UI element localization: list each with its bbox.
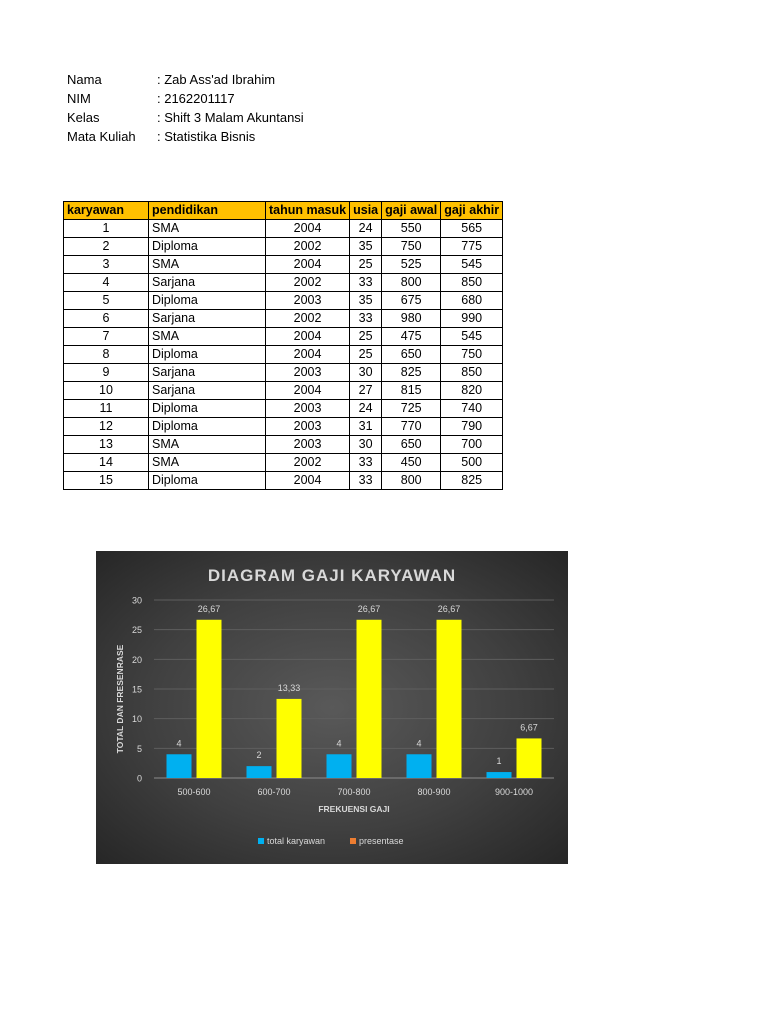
legend-swatch [258, 838, 264, 844]
table-cell: 650 [382, 346, 441, 364]
table-cell: 8 [64, 346, 149, 364]
bar-total-karyawan [327, 754, 352, 778]
table-cell: 10 [64, 382, 149, 400]
table-cell: 11 [64, 400, 149, 418]
bar-total-karyawan [487, 772, 512, 778]
table-cell: 565 [441, 220, 503, 238]
table-cell: SMA [149, 436, 266, 454]
table-cell: 525 [382, 256, 441, 274]
table-row [64, 292, 503, 310]
table-cell: 24 [350, 400, 382, 418]
chart-svg [96, 551, 568, 864]
table-cell: 7 [64, 328, 149, 346]
table-cell: 450 [382, 454, 441, 472]
column-header: tahun masuk [266, 202, 350, 220]
data-label: 2 [256, 750, 262, 761]
info-value: : Zab Ass'ad Ibrahim [157, 72, 276, 87]
info-label: Kelas [67, 110, 100, 125]
salary-chart [96, 551, 568, 864]
table-row [64, 436, 503, 454]
data-label: 1 [496, 756, 502, 767]
table-cell: 33 [350, 310, 382, 328]
column-header: karyawan [64, 202, 149, 220]
info-value: : 2162201117 [157, 91, 235, 106]
table-cell: 775 [441, 238, 503, 256]
table-cell: 815 [382, 382, 441, 400]
x-tick-label: 600-700 [257, 787, 291, 797]
table-cell: Sarjana [149, 382, 266, 400]
table-cell: SMA [149, 256, 266, 274]
table-cell: 2004 [266, 346, 350, 364]
legend-label: total karyawan [267, 836, 326, 846]
y-tick-label: 5 [136, 743, 142, 754]
column-header: usia [350, 202, 382, 220]
table-cell: 25 [350, 256, 382, 274]
bar-presentase [517, 738, 542, 778]
table-cell: Sarjana [149, 274, 266, 292]
table-cell: Diploma [149, 472, 266, 490]
y-tick-label: 10 [131, 714, 142, 725]
table-row [64, 220, 503, 238]
table-cell: 25 [350, 328, 382, 346]
table-cell: SMA [149, 220, 266, 238]
y-axis-title: TOTAL DAN FRESENRASE [115, 644, 125, 754]
table-cell: Diploma [149, 400, 266, 418]
table-cell: 475 [382, 328, 441, 346]
table-cell: 850 [441, 274, 503, 292]
table-cell: 2003 [266, 364, 350, 382]
table-cell: 33 [350, 274, 382, 292]
table-row [64, 328, 503, 346]
table-cell: 820 [441, 382, 503, 400]
table-row [64, 472, 503, 490]
chart-title: DIAGRAM GAJI KARYAWAN [207, 566, 457, 585]
data-label: 26,67 [437, 603, 461, 614]
table-cell: 2003 [266, 418, 350, 436]
table-cell: 30 [350, 364, 382, 382]
table-cell: 2002 [266, 238, 350, 256]
data-label: 4 [176, 738, 182, 749]
table-cell: SMA [149, 454, 266, 472]
table-cell: 825 [441, 472, 503, 490]
table-cell: 800 [382, 274, 441, 292]
table-cell: 545 [441, 328, 503, 346]
table-cell: 33 [350, 472, 382, 490]
table-cell: 650 [382, 436, 441, 454]
table-cell: Diploma [149, 238, 266, 256]
table-cell: 2004 [266, 382, 350, 400]
table-cell: 680 [441, 292, 503, 310]
table-cell: 12 [64, 418, 149, 436]
column-header: gaji akhir [441, 202, 503, 220]
table-cell: SMA [149, 328, 266, 346]
info-label: Nama [67, 72, 102, 87]
table-cell: 9 [64, 364, 149, 382]
info-label: NIM [67, 91, 91, 106]
table-cell: 550 [382, 220, 441, 238]
table-cell: 545 [441, 256, 503, 274]
table-cell: 800 [382, 472, 441, 490]
table-row [64, 418, 503, 436]
table-cell: Sarjana [149, 364, 266, 382]
table-cell: 750 [382, 238, 441, 256]
table-row [64, 274, 503, 292]
table-row [64, 400, 503, 418]
data-label: 6,67 [520, 722, 538, 733]
table-cell: 740 [441, 400, 503, 418]
table-row [64, 454, 503, 472]
x-tick-label: 500-600 [177, 787, 211, 797]
data-label: 13,33 [277, 682, 301, 693]
x-tick-label: 700-800 [337, 787, 371, 797]
table-cell: 3 [64, 256, 149, 274]
table-cell: 700 [441, 436, 503, 454]
data-label: 26,67 [197, 603, 221, 614]
table-cell: 2002 [266, 454, 350, 472]
table-cell: 990 [441, 310, 503, 328]
table-cell: 35 [350, 238, 382, 256]
x-tick-label: 800-900 [417, 787, 451, 797]
bar-presentase [197, 620, 222, 778]
table-header-row [64, 202, 503, 220]
bar-presentase [357, 620, 382, 778]
data-label: 4 [416, 738, 422, 749]
table-cell: 980 [382, 310, 441, 328]
table-cell: 2004 [266, 328, 350, 346]
y-tick-label: 25 [131, 625, 142, 636]
table-row [64, 310, 503, 328]
bar-total-karyawan [407, 754, 432, 778]
table-cell: Diploma [149, 346, 266, 364]
table-cell: 6 [64, 310, 149, 328]
x-axis-title: FREKUENSI GAJI [318, 804, 390, 814]
table-cell: 2 [64, 238, 149, 256]
y-tick-label: 20 [131, 654, 142, 665]
data-label: 26,67 [357, 603, 381, 614]
column-header: gaji awal [382, 202, 441, 220]
bar-presentase [277, 699, 302, 778]
table-cell: 25 [350, 346, 382, 364]
table-cell: 5 [64, 292, 149, 310]
table-cell: 2003 [266, 292, 350, 310]
table-cell: 825 [382, 364, 441, 382]
table-row [64, 382, 503, 400]
table-cell: 770 [382, 418, 441, 436]
table-cell: 2002 [266, 274, 350, 292]
table-cell: 675 [382, 292, 441, 310]
legend-label: presentase [359, 836, 404, 846]
info-label: Mata Kuliah [67, 129, 136, 144]
table-cell: 14 [64, 454, 149, 472]
column-header: pendidikan [149, 202, 266, 220]
table-cell: 27 [350, 382, 382, 400]
bar-total-karyawan [247, 766, 272, 778]
table-cell: Sarjana [149, 310, 266, 328]
table-cell: 2002 [266, 310, 350, 328]
table-cell: 750 [441, 346, 503, 364]
table-cell: 725 [382, 400, 441, 418]
bar-total-karyawan [167, 754, 192, 778]
table-cell: 33 [350, 454, 382, 472]
table-cell: 24 [350, 220, 382, 238]
table-cell: 2004 [266, 256, 350, 274]
table-cell: 31 [350, 418, 382, 436]
info-value: : Shift 3 Malam Akuntansi [157, 110, 304, 125]
table-cell: 850 [441, 364, 503, 382]
table-cell: 790 [441, 418, 503, 436]
table-cell: 4 [64, 274, 149, 292]
table-cell: 13 [64, 436, 149, 454]
y-tick-label: 30 [131, 595, 142, 606]
table-row [64, 364, 503, 382]
table-cell: 35 [350, 292, 382, 310]
y-tick-label: 15 [131, 684, 142, 695]
table-cell: 30 [350, 436, 382, 454]
y-tick-label: 0 [136, 773, 142, 784]
table-cell: 2004 [266, 472, 350, 490]
table-cell: 15 [64, 472, 149, 490]
info-value: : Statistika Bisnis [157, 129, 256, 144]
legend-swatch [350, 838, 356, 844]
data-label: 4 [336, 738, 342, 749]
x-tick-label: 900-1000 [494, 787, 534, 797]
employee-table [63, 201, 503, 490]
table-row [64, 238, 503, 256]
table-cell: Diploma [149, 292, 266, 310]
bar-presentase [437, 620, 462, 778]
table-row [64, 346, 503, 364]
table-cell: 500 [441, 454, 503, 472]
table-cell: 2003 [266, 436, 350, 454]
table-cell: Diploma [149, 418, 266, 436]
table-cell: 2003 [266, 400, 350, 418]
table-cell: 1 [64, 220, 149, 238]
table-cell: 2004 [266, 220, 350, 238]
table-row [64, 256, 503, 274]
